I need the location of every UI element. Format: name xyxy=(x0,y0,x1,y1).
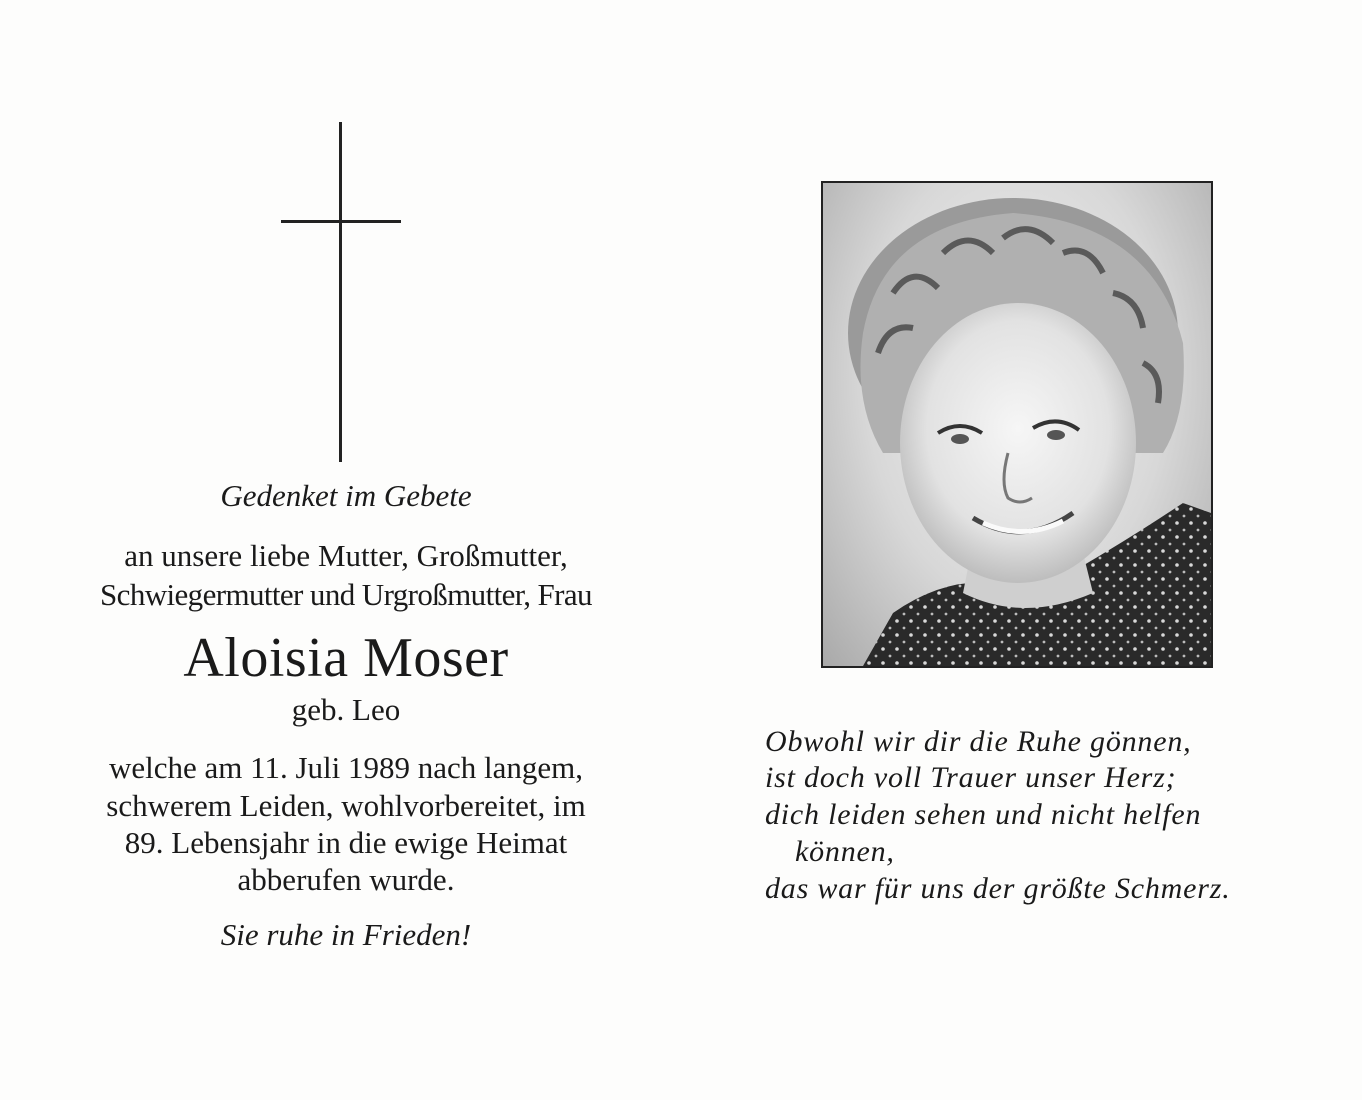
body-line: welche am 11. Juli 1989 nach langem, xyxy=(108,750,584,785)
poem-line: das war für uns der größte Schmerz. xyxy=(765,872,1231,905)
maiden-name: geb. Leo xyxy=(291,692,401,727)
body-line: schwerem Leiden, wohlvorbereitet, im xyxy=(106,788,586,823)
cross-icon-bar xyxy=(281,220,401,223)
poem-line: dich leiden sehen und nicht helfen xyxy=(765,798,1202,831)
intro-line: Schwiegermutter und Urgroßmutter, Frau xyxy=(100,577,592,612)
closing-line: Sie ruhe in Frieden! xyxy=(220,917,472,952)
heading: Gedenket im Gebete xyxy=(220,478,472,513)
portrait-photo xyxy=(821,181,1213,668)
body-line: 89. Lebensjahr in die ewige Heimat xyxy=(124,825,568,860)
poem-line: Obwohl wir dir die Ruhe gönnen, xyxy=(765,725,1192,758)
poem-line: können, xyxy=(795,835,895,868)
cross-icon xyxy=(339,122,342,462)
body-line: abberufen wurde. xyxy=(237,862,455,897)
intro-line: an unsere liebe Mutter, Großmutter, xyxy=(124,538,568,573)
poem-line: ist doch voll Trauer unser Herz; xyxy=(765,761,1177,794)
deceased-name: Aloisia Moser xyxy=(183,627,509,689)
